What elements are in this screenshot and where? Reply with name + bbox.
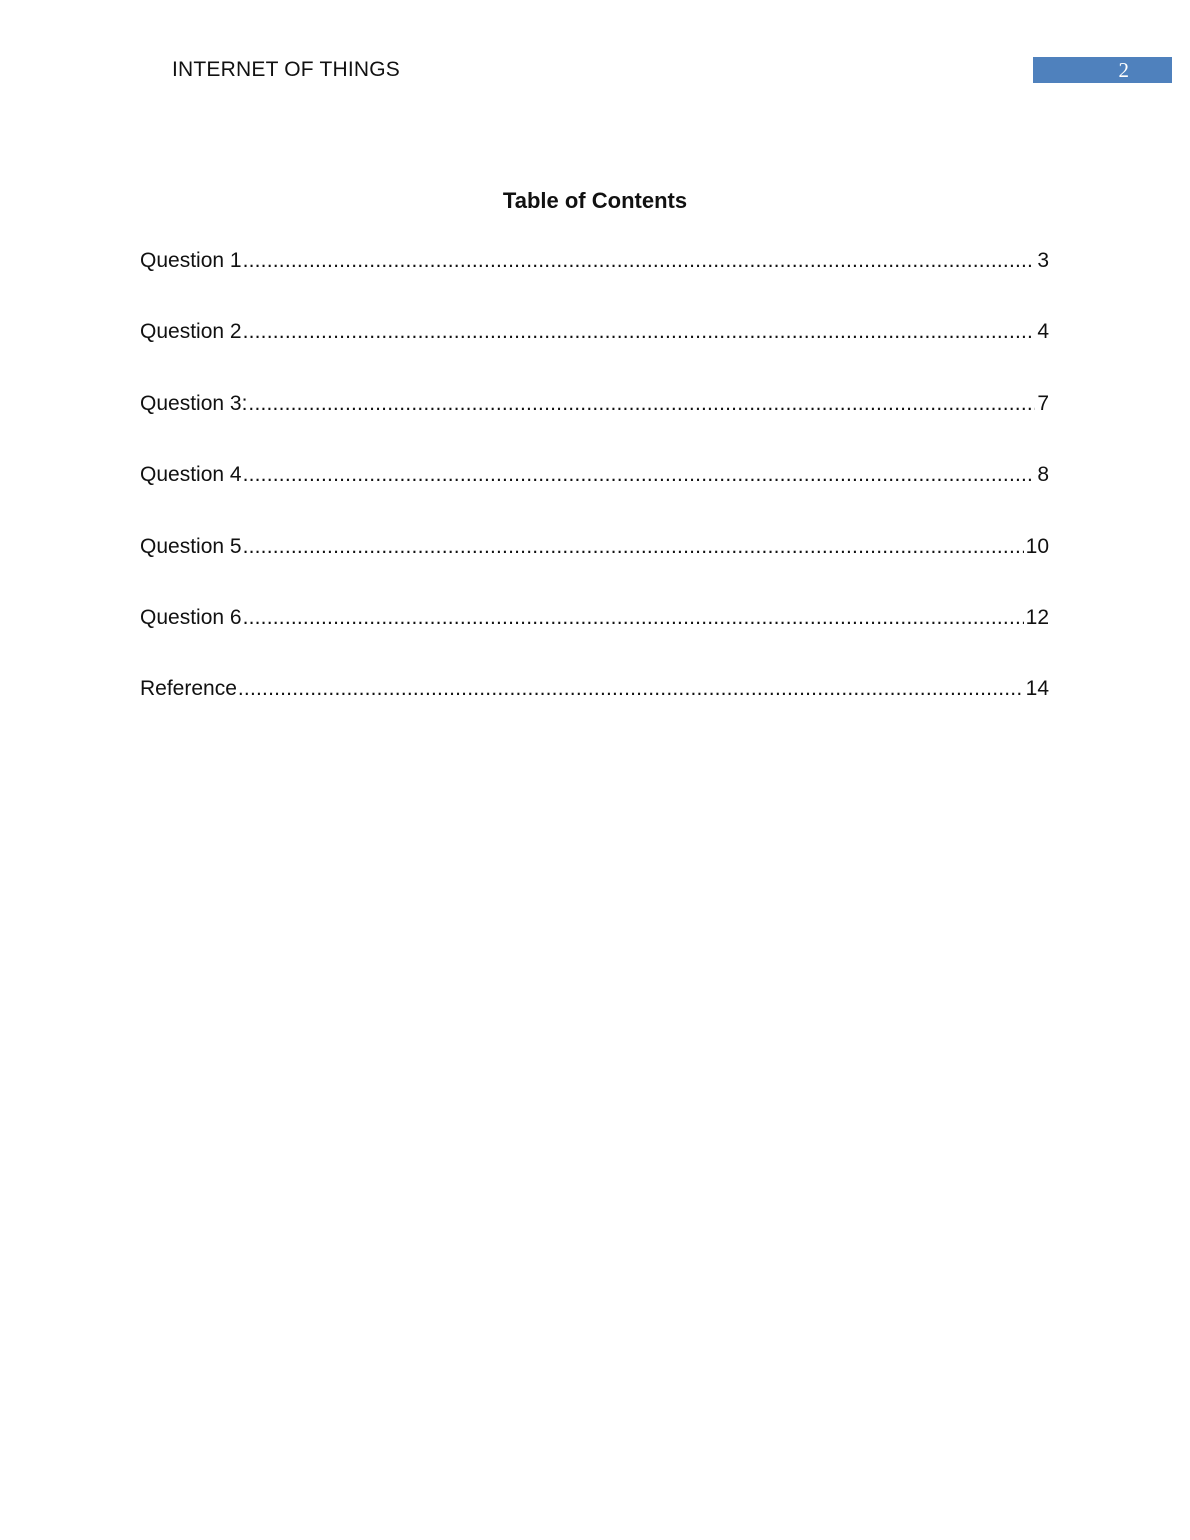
running-header-title: INTERNET OF THINGS: [172, 58, 401, 81]
toc-entry-page: 8: [1037, 463, 1049, 487]
toc-dot-leader: [248, 392, 1035, 416]
toc-entry-question-3[interactable]: [140, 392, 1049, 463]
page-number-badge: 2: [1033, 57, 1172, 83]
toc-entry-label: Question 4: [140, 463, 242, 487]
toc-entry-question-1[interactable]: [140, 249, 1049, 320]
table-of-contents: [140, 249, 1049, 749]
toc-entry-question-6[interactable]: [140, 606, 1049, 677]
toc-entry-question-2[interactable]: [140, 320, 1049, 391]
toc-entry-label: Question 6: [140, 605, 242, 629]
toc-entry-page: 3: [1037, 249, 1049, 272]
toc-dot-leader: [243, 249, 1036, 273]
toc-dot-leader: [243, 535, 1024, 559]
toc-dot-leader: [238, 677, 1024, 701]
toc-entry-question-4[interactable]: [140, 463, 1049, 534]
toc-entry-page: 10: [1025, 534, 1049, 558]
toc-entry-page: 14: [1025, 677, 1049, 701]
toc-entry-page: 12: [1025, 605, 1049, 629]
toc-entry-label: Question 3:: [140, 391, 248, 415]
toc-entry-label: Question 2: [140, 320, 242, 344]
toc-entry-label: Reference: [140, 677, 237, 701]
toc-dot-leader: [243, 320, 1036, 344]
toc-entry-reference[interactable]: [140, 677, 1049, 748]
toc-entry-page: 4: [1037, 320, 1049, 344]
toc-entry-label: Question 1: [140, 249, 242, 272]
toc-entry-question-5[interactable]: [140, 535, 1049, 606]
toc-dot-leader: [243, 463, 1036, 487]
toc-dot-leader: [243, 606, 1024, 630]
toc-heading: Table of Contents: [502, 188, 688, 213]
toc-entry-label: Question 5: [140, 534, 242, 558]
toc-entry-page: 7: [1037, 391, 1049, 415]
